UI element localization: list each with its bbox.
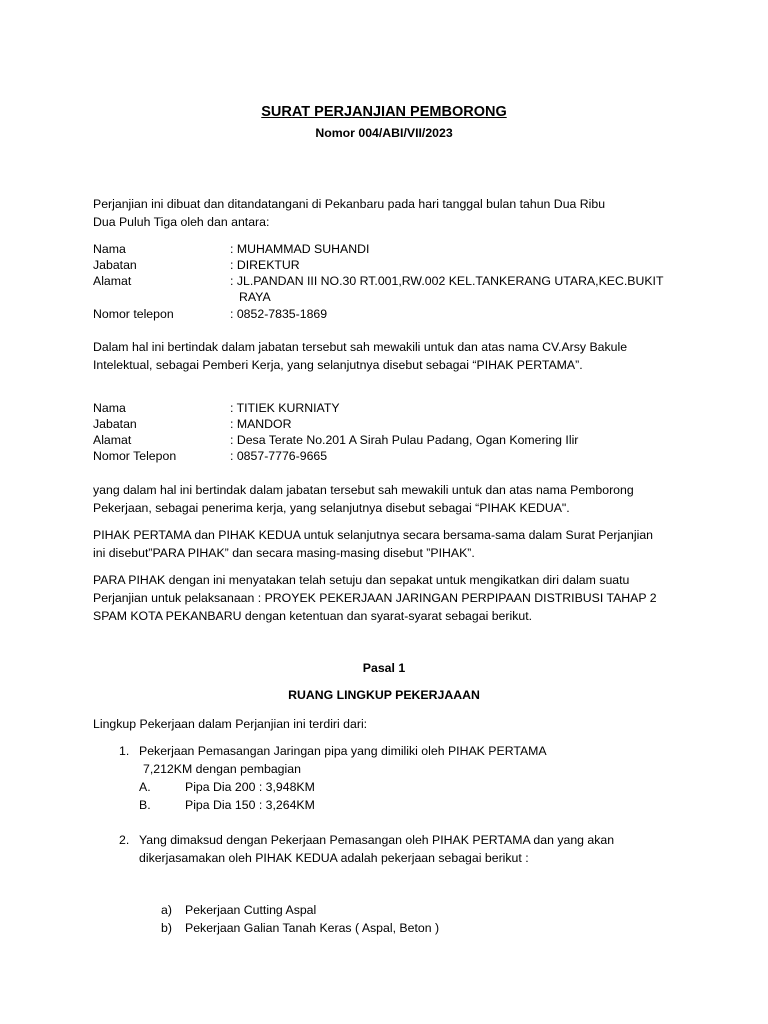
pasal-heading: Pasal 1 (362, 661, 406, 675)
item2-sub-text: Pekerjaan Galian Tanah Keras ( Aspal, Beton ) (185, 921, 440, 935)
item2-sub-letter: b) (161, 921, 172, 935)
party1-jabatan-value: : DIREKTUR (230, 258, 300, 272)
party2-jabatan-label: Jabatan (93, 417, 137, 431)
item1-sub-text: Pipa Dia 200 : 3,948KM (185, 780, 315, 794)
party2-desc-line-1: yang dalam hal ini bertindak dalam jabatan tersebut sah mewakili untuk dan atas nama Pemborong (93, 483, 634, 497)
party1-alamat-value-line2: RAYA (239, 290, 271, 304)
para-pihak-line-1: PIHAK PERTAMA dan PIHAK KEDUA untuk selanjutnya secara bersama-sama dalam Surat Perjanjian (93, 528, 653, 542)
item1-sub-letter: A. (139, 780, 151, 794)
scope-intro: Lingkup Pekerjaan dalam Perjanjian ini terdiri dari: (93, 717, 368, 731)
item1-sub-text: Pipa Dia 150 : 3,264KM (185, 798, 315, 812)
party1-alamat-value-line1: : JL.PANDAN III NO.30 RT.001,RW.002 KEL.TANKERANG UTARA,KEC.BUKIT (230, 274, 664, 288)
agreement-line-1: PARA PIHAK dengan ini menyatakan telah setuju dan sepakat untuk mengikatkan diri dalam suatu (93, 573, 630, 587)
agreement-line-3: SPAM KOTA PEKANBARU dengan ketentuan dan syarat-syarat sebagai berikut. (93, 609, 533, 623)
item2-line-1: Yang dimaksud dengan Pekerjaan Pemasangan oleh PIHAK PERTAMA dan yang akan (139, 833, 615, 847)
item1-line-2: 7,212KM dengan pembagian (143, 762, 301, 776)
party1-desc-line-2: Intelektual, sebagai Pemberi Kerja, yang selanjutnya disebut sebagai “PIHAK PERTAMA”. (93, 358, 583, 372)
intro-line-1: Perjanjian ini dibuat dan ditandatangani di Pekanbaru pada hari tanggal bulan tahun Dua Ribu (93, 197, 606, 211)
item1-sub-letter: B. (139, 798, 151, 812)
party1-alamat-label: Alamat (93, 274, 132, 288)
party2-telepon-label: Nomor Telepon (93, 449, 177, 463)
item1-number: 1. (119, 744, 130, 758)
item2-sub-text: Pekerjaan Cutting Aspal (185, 903, 317, 917)
intro-line-2: Dua Puluh Tiga oleh dan antara: (93, 215, 270, 229)
party1-nama-value: : MUHAMMAD SUHANDI (230, 242, 370, 256)
document-title: SURAT PERJANJIAN PEMBORONG (261, 104, 507, 120)
party1-desc-line-1: Dalam hal ini bertindak dalam jabatan tersebut sah mewakili untuk dan atas nama CV.Arsy Bakule (93, 340, 628, 354)
party2-alamat-label: Alamat (93, 433, 132, 447)
item1-line-1: Pekerjaan Pemasangan Jaringan pipa yang dimiliki oleh PIHAK PERTAMA (139, 744, 547, 758)
party2-nama-value: : TITIEK KURNIATY (230, 401, 340, 415)
party2-jabatan-value: : MANDOR (230, 417, 292, 431)
document-number: Nomor 004/ABI/VII/2023 (315, 126, 453, 140)
item2-line-2: dikerjasamakan oleh PIHAK KEDUA adalah pekerjaan sebagai berikut : (139, 851, 529, 865)
party1-nama-label: Nama (93, 242, 126, 256)
party2-alamat-value: : Desa Terate No.201 A Sirah Pulau Padang, Ogan Komering Ilir (230, 433, 579, 447)
party2-nama-label: Nama (93, 401, 126, 415)
party1-telepon-label: Nomor telepon (93, 307, 174, 321)
para-pihak-line-2: ini disebut”PARA PIHAK” dan secara masing-masing disebut ”PIHAK”. (93, 546, 475, 560)
item2-sub-letter: a) (161, 903, 172, 917)
party2-desc-line-2: Pekerjaan, sebagai penerima kerja, yang selanjutnya disebut sebagai “PIHAK KEDUA". (93, 501, 570, 515)
party1-jabatan-label: Jabatan (93, 258, 137, 272)
party1-telepon-value: : 0852-7835-1869 (230, 307, 328, 321)
party2-telepon-value: : 0857-7776-9665 (230, 449, 328, 463)
pasal-title: RUANG LINGKUP PEKERJAAAN (288, 688, 480, 702)
agreement-line-2: Perjanjian untuk pelaksanaan : PROYEK PEKERJAAN JARINGAN PERPIPAAN DISTRIBUSI TAHAP 2 (93, 591, 657, 605)
item2-number: 2. (119, 833, 130, 847)
